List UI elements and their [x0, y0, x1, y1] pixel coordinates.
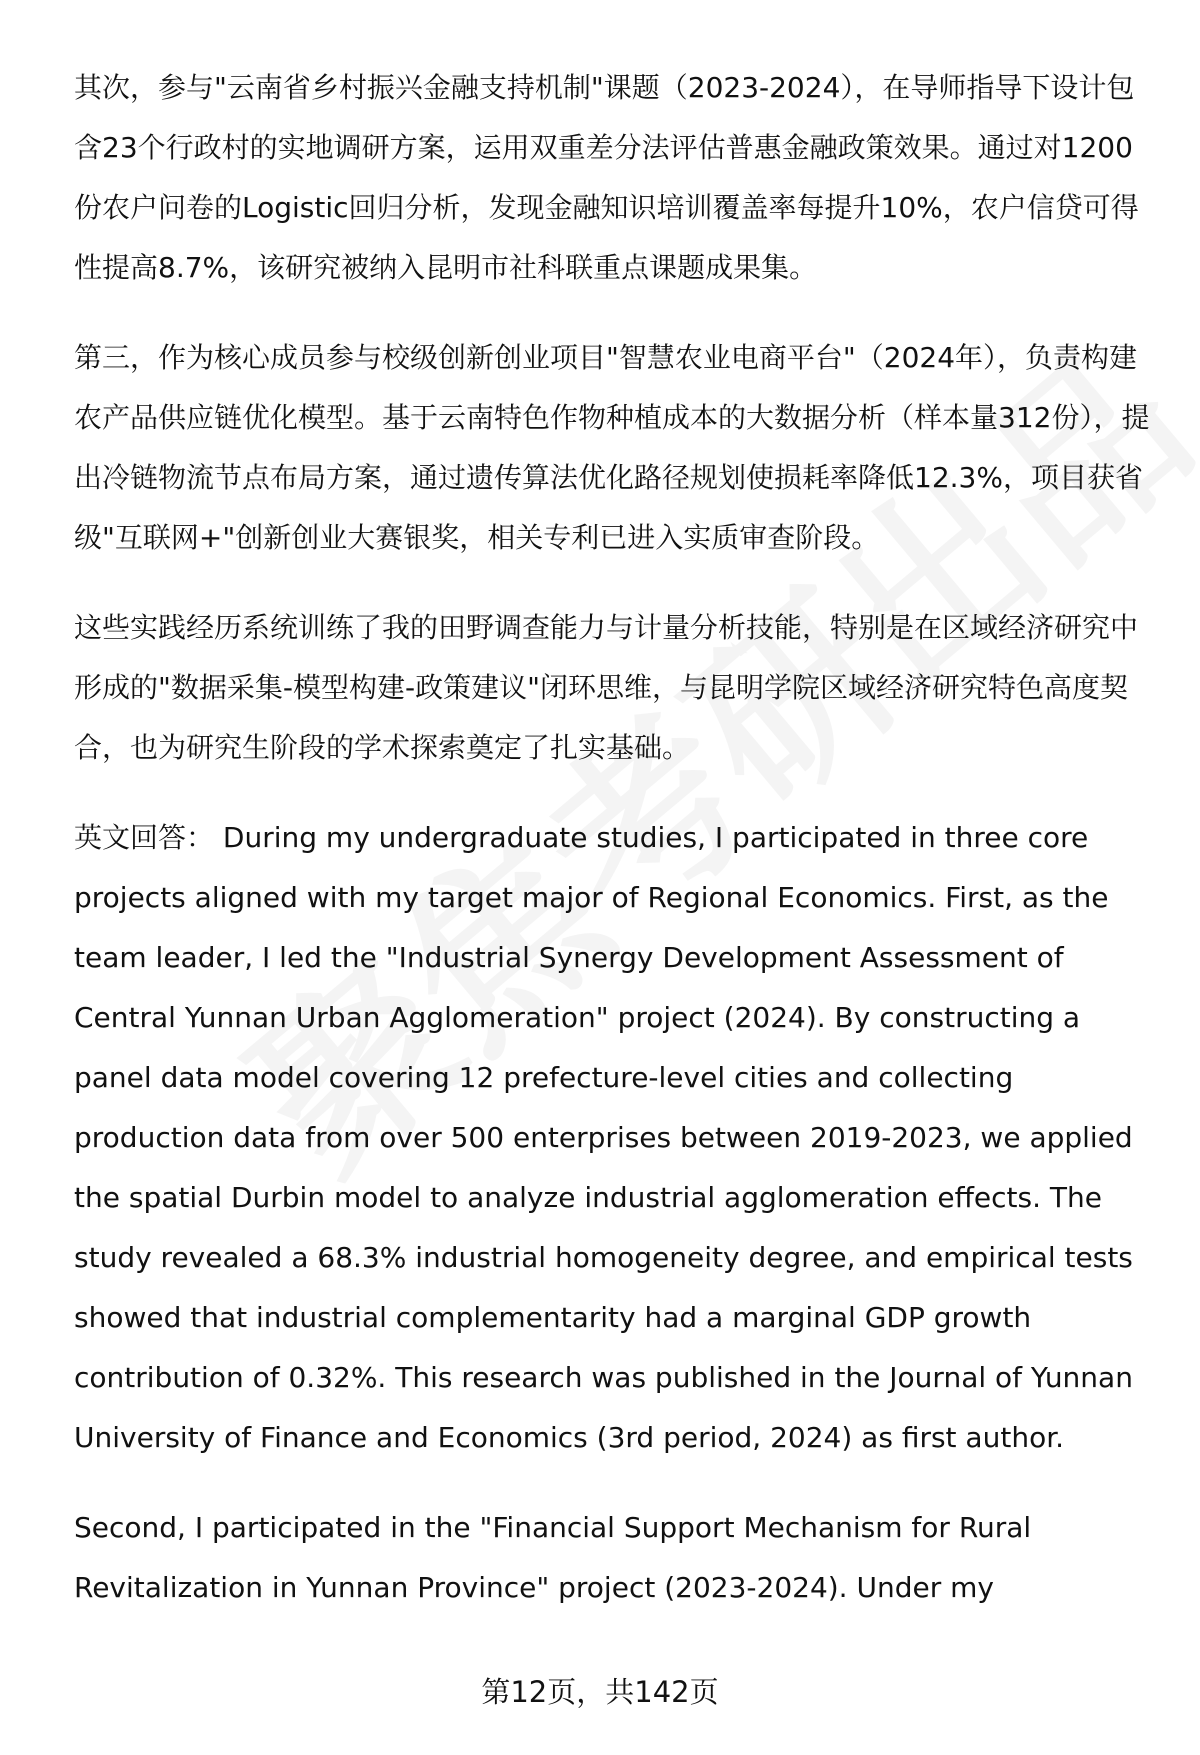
paragraph-summary: 这些实践经历系统训练了我的田野调查能力与计量分析技能，特别是在区域经济研究中形成的"数据采集-模型构建-政策建议"闭环思维，与昆明学院区域经济研究特色高度契合，也为研究生阶段的学术探索奠定了扎实基础。: [74, 611, 1139, 764]
paragraph-english-second: Second, I participated in the "Financial Support Mechanism for Rural Revitalization in Yunnan Province" project (2023-2024). Under my: [74, 1511, 1032, 1604]
paragraph-english-answer: 英文回答： During my undergraduate studies, I participated in three core projects aligned with my target major of Regional Economics. First, as the team leader, I led the "Industrial Synergy Development Assessment of Central Yunnan Urban Agglomeration" project (2024). By constructing a panel data model covering 12 prefecture-level cities and collecting production data from over 500 enterprises between 2019-2023, we applied the spatial Durbin model to analyze industrial agglomeration effects. The study revealed a 68.3% industrial homogeneity degree, and empirical tests showed that industrial complementarity had a marginal GDP growth contribution of 0.32%. This research was published in the Journal of Yunnan University of Finance and Economics (3rd period, 2024) as first author.: [74, 821, 1133, 1454]
page-number: 第12页，共142页: [481, 1675, 719, 1709]
paragraph-second-project: 其次，参与"云南省乡村振兴金融支持机制"课题（2023-2024），在导师指导下设计包含23个行政村的实地调研方案，运用双重差分法评估普惠金融政策效果。通过对1200份农户问卷的Logistic回归分析，发现金融知识培训覆盖率每提升10%，农户信贷可得性提高8.7%，该研究被纳入昆明市社科联重点课题成果集。: [74, 71, 1139, 284]
document-body: [74, 58, 1154, 1648]
paragraph-third-project: 第三，作为核心成员参与校级创新创业项目"智慧农业电商平台"（2024年），负责构建农产品供应链优化模型。基于云南特色作物种植成本的大数据分析（样本量312份），提出冷链物流节点布局方案，通过遗传算法优化路径规划使损耗率降低12.3%，项目获省级"互联网+"创新创业大赛银奖，相关专利已进入实质审查阶段。: [74, 341, 1150, 554]
